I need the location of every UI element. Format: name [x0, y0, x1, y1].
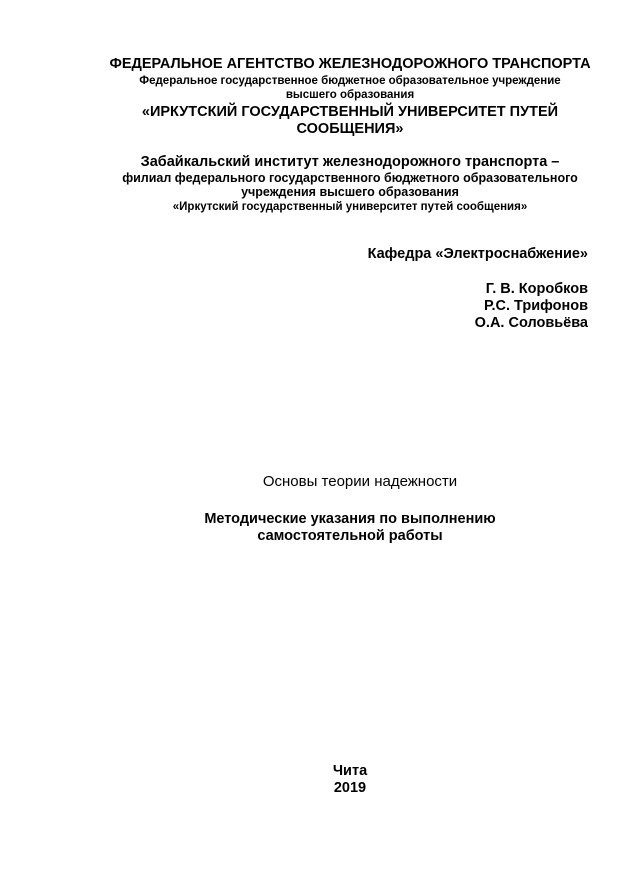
city: Чита	[332, 763, 368, 779]
author-2: Р.С. Трифонов	[483, 298, 588, 314]
institution-type-line1: Федеральное государственное бюджетное образовательное учреждение	[139, 75, 561, 87]
university-name-line1: «ИРКУТСКИЙ ГОСУДАРСТВЕННЫЙ УНИВЕРСИТЕТ ПУТЕЙ	[141, 104, 559, 120]
department-name: Кафедра «Электроснабжение»	[367, 246, 588, 262]
year: 2019	[333, 780, 367, 796]
document-subtitle-line1: Методические указания по выполнению	[204, 511, 496, 527]
document-title: Основы теории надежности	[262, 473, 458, 490]
agency-name: ФЕДЕРАЛЬНОЕ АГЕНТСТВО ЖЕЛЕЗНОДОРОЖНОГО ТРАНСПОРТА	[109, 56, 591, 72]
author-1: Г. В. Коробков	[485, 281, 588, 297]
branch-name-line1: Забайкальский институт железнодорожного транспорта –	[140, 154, 560, 170]
author-3: О.А. Соловьёва	[474, 315, 588, 331]
university-name-line2: СООБЩЕНИЯ»	[296, 121, 404, 137]
branch-name-line3: учреждения высшего образования	[241, 185, 459, 199]
branch-name-line2: филиал федерального государственного бюджетного образовательного	[122, 171, 578, 185]
institution-type-line2: высшего образования	[285, 89, 415, 101]
document-subtitle-line2: самостоятельной работы	[257, 528, 443, 544]
branch-name-line4: «Иркутский государственный университет путей сообщения»	[172, 201, 528, 213]
